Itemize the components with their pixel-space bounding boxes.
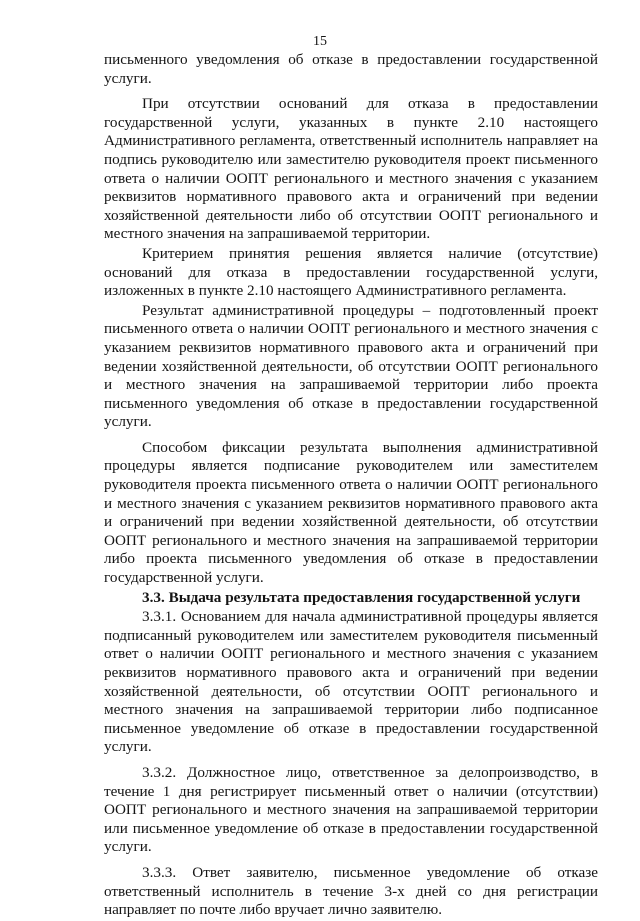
paragraph-3-3-1: 3.3.1. Основанием для начала административной процедуры является подписанный руководителем или заместителем руководителя письменный ответ о наличии ООПТ регионального и местного значения с указанием реквизитов нормативного правового акта и ограничений при ведении хозяйственной деятельности, об отсутствии ООПТ регионального и местного значения на запрашиваемой территории либо подписанное письменное уведомление об отказе в предоставлении государственной услуги. bbox=[104, 608, 598, 756]
paragraph-continuation: письменного уведомления об отказе в предоставлении государственной услуги. bbox=[104, 51, 598, 87]
paragraph-procedure-result: Результат административной процедуры – подготовленный проект письменного ответа о наличии ООПТ регионального и местного значения с указанием реквизитов нормативного правового акта и ограничений при ведении хозяйственной деятельности, об отсутствии ООПТ регионального и местного значения на запрашиваемой территории либо проекта письменного уведомления об отказе в предоставлении государственной услуги. bbox=[104, 301, 598, 431]
paragraph-fixation-method: Способом фиксации результата выполнения административной процедуры является подписание руководителем или заместителем руководителя проекта письменного ответа о наличии ООПТ регионального и местного значения с указанием реквизитов нормативного правового акта и ограничений при ведении хозяйственной деятельности, об отсутствии ООПТ регионального и местного значения на запрашиваемой территории либо проекта письменного уведомления об отказе в предоставлении государственной услуги. bbox=[104, 438, 598, 587]
paragraph-3-3-2: 3.3.2. Должностное лицо, ответственное за делопроизводство, в течение 1 дня регистрирует письменный ответ о наличии (отсутствии) ООПТ регионального и местного значения на запрашиваемой территории или письменное уведомление об отказе в предоставлении государственной услуги. bbox=[104, 763, 598, 856]
section-heading: 3.3. Выдача результата предоставления государственной услуги bbox=[142, 588, 581, 606]
paragraph-no-grounds-for-refusal: При отсутствии оснований для отказа в предоставлении государственной услуги, указанных в пункте 2.10 настоящего Административного регламента, ответственный исполнитель направляет на подпись руководителю или заместителю руководителя проект письменного ответа о наличии ООПТ регионального и местного значения с указанием реквизитов нормативного правового акта и ограничений при ведении хозяйственной деятельности либо об отсутствии ООПТ регионального и местного значения на запрашиваемой территории. bbox=[104, 95, 598, 243]
document-body bbox=[104, 51, 598, 921]
page-number: 15 bbox=[313, 34, 327, 49]
paragraph-decision-criterion: Критерием принятия решения является наличие (отсутствие) оснований для отказа в предоставлении государственной услуги, изложенных в пункте 2.10 настоящего Административного регламента. bbox=[104, 244, 598, 300]
paragraph-3-3-3: 3.3.3. Ответ заявителю, письменное уведомление об отказе ответственный исполнитель в течение 3-х дней со дня регистрации направляет по почте либо вручает лично заявителю. bbox=[104, 863, 598, 919]
